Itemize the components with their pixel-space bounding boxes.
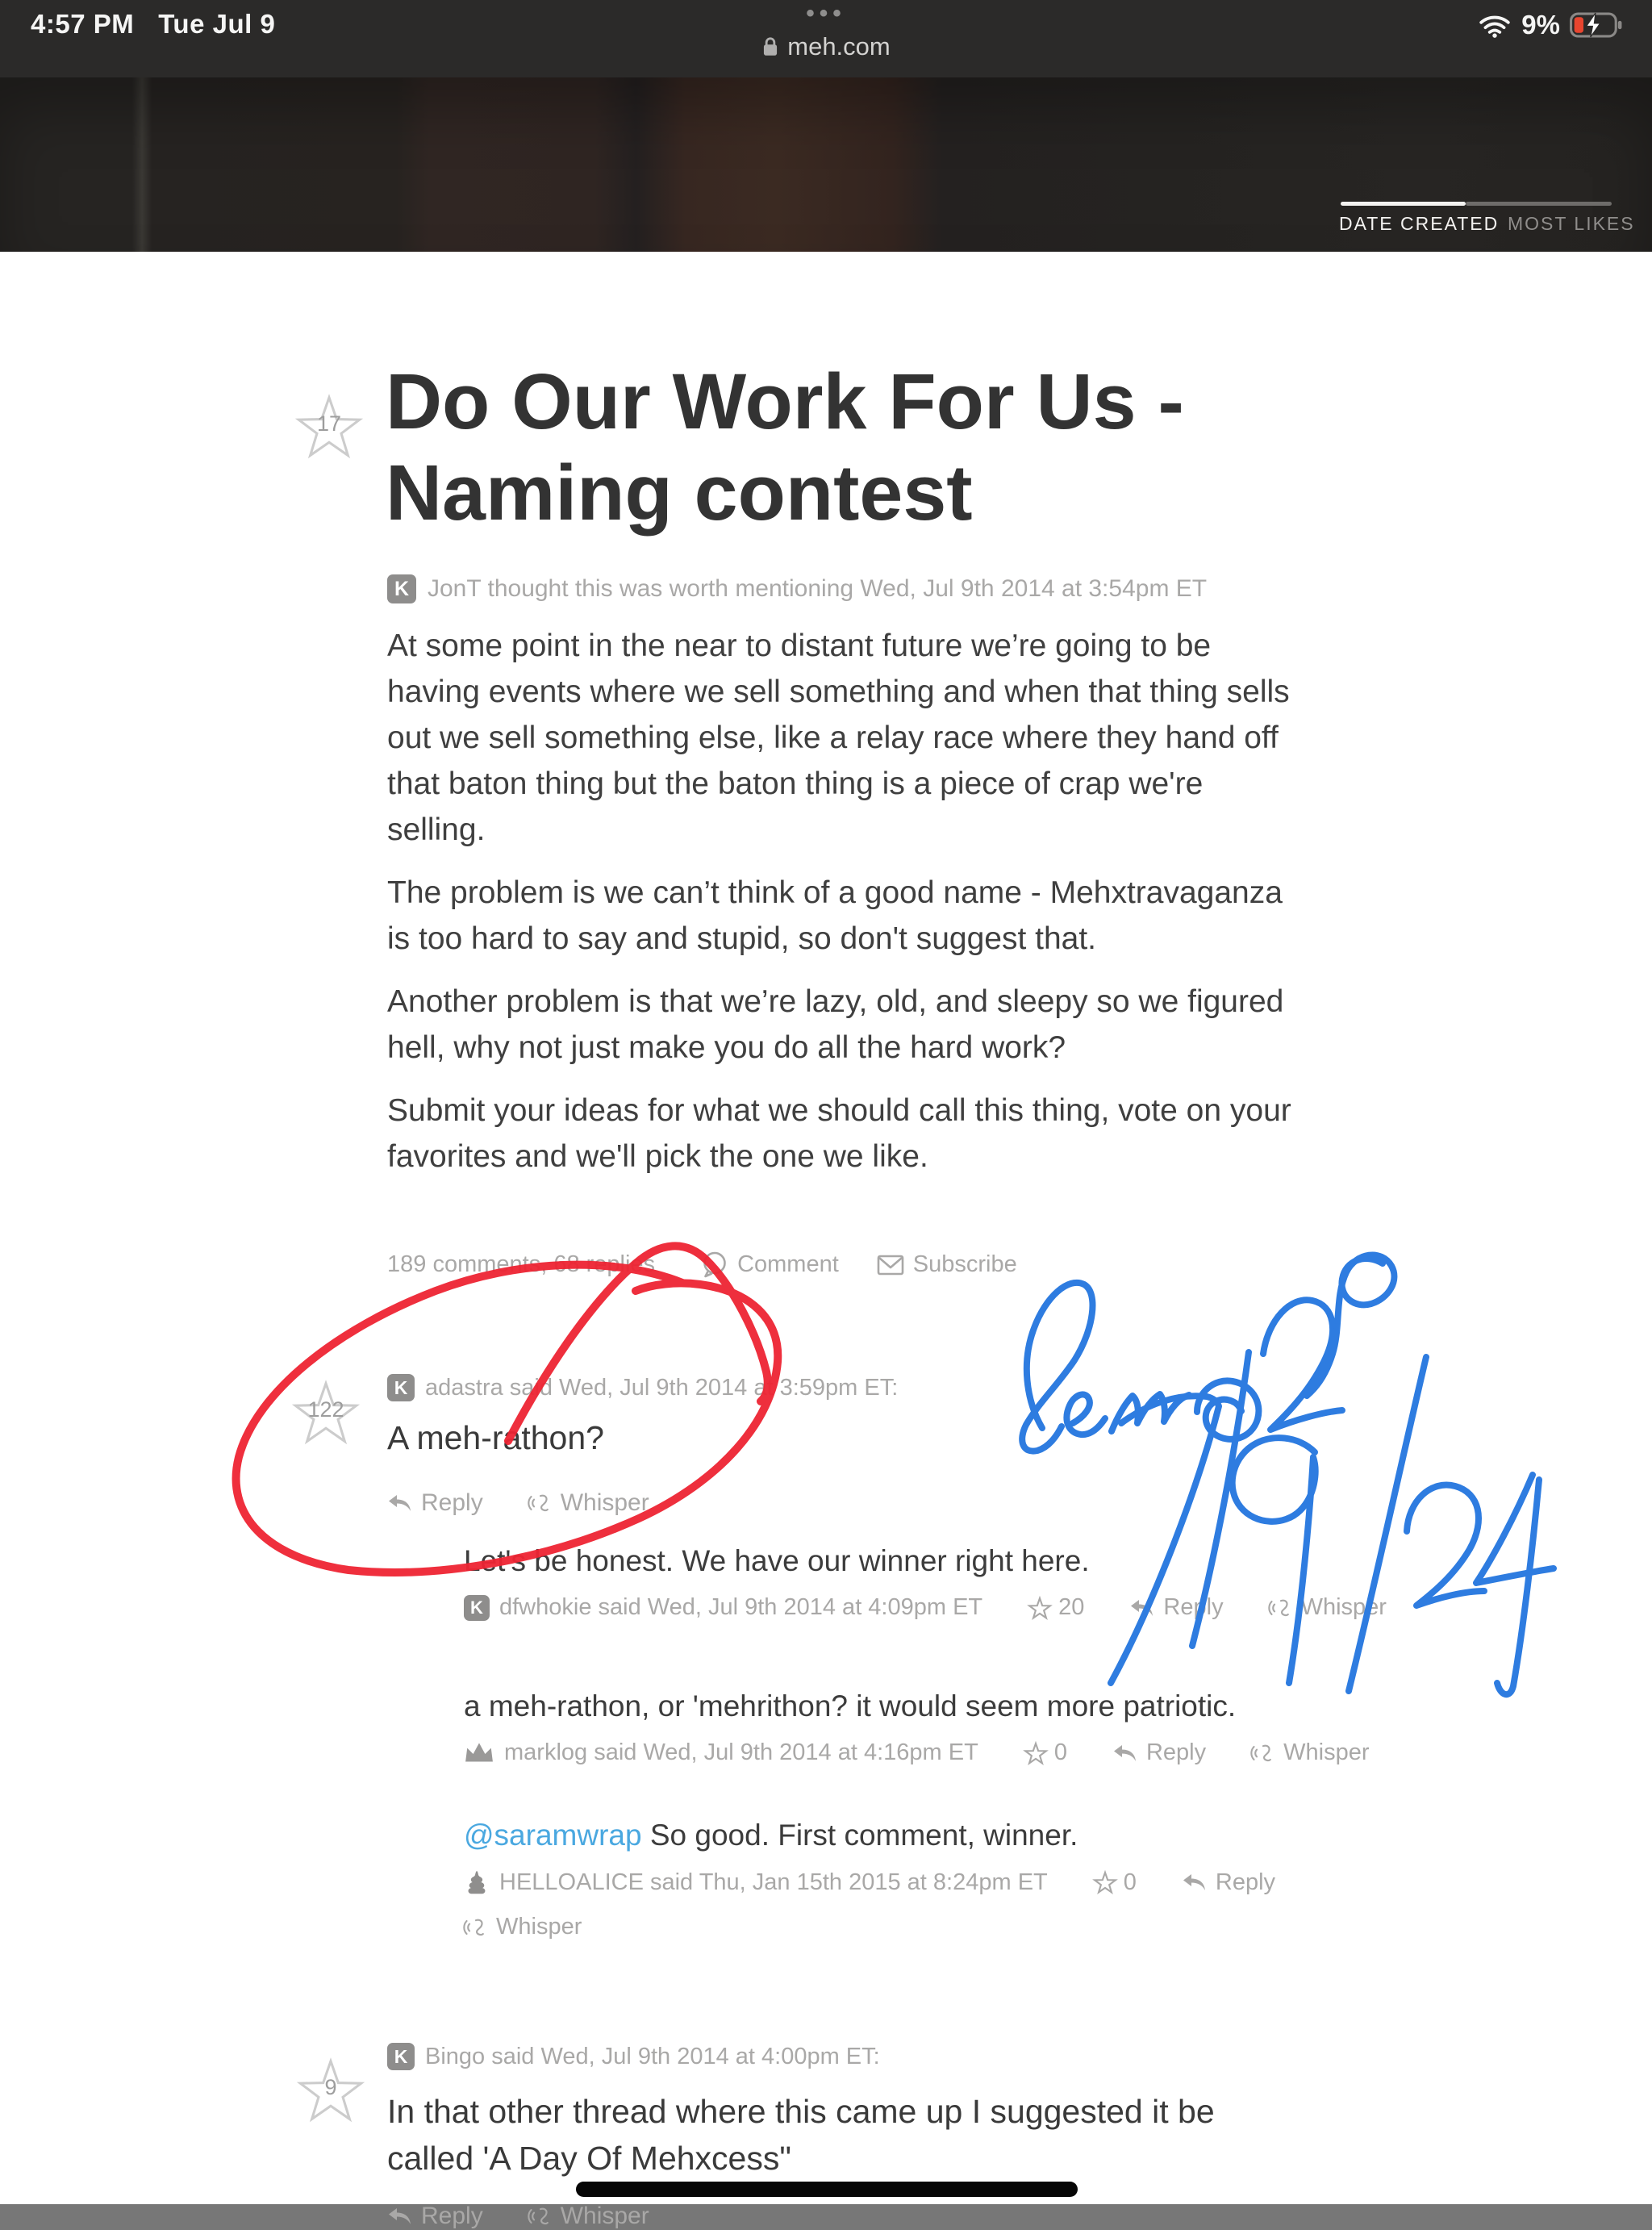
reply-button[interactable] [387, 2203, 483, 2230]
comment-vote-count: 9 [324, 2075, 337, 2100]
comment-vote-star[interactable] [290, 1376, 361, 1447]
comment-body: In that other thread where this came up I suggested it be called 'A Day Of Mehxcess" [387, 2093, 1215, 2177]
user-mention-link[interactable]: @saramwrap [464, 1819, 642, 1852]
header-image [0, 77, 1652, 252]
wifi-icon [1478, 12, 1512, 38]
whisper-label: Whisper [496, 1914, 582, 1940]
status-date: Tue Jul 9 [158, 9, 276, 39]
whisper-button[interactable] [1269, 1594, 1387, 1621]
reply-byline-text: HELLOALICE said Thu, Jan 15th 2015 at 8:24pm ET [499, 1869, 1048, 1895]
poop-icon [464, 1869, 490, 1896]
comment-byline [387, 2043, 1258, 2070]
whisper-icon [464, 1915, 488, 1940]
post-paragraph: The problem is we can’t think of a good name - Mehxtravaganza is too hard to say and stupid, so don't suggest that. [387, 875, 1283, 956]
staff-k-badge-icon: K [387, 1374, 415, 1401]
comment-body: A meh-rathon? [387, 1419, 604, 1456]
whisper-icon [1269, 1595, 1293, 1621]
whisper-label: Whisper [560, 2203, 649, 2229]
post-paragraph: Submit your ideas for what we should call this thing, vote on your favorites and we'll pick the one we like. [387, 1093, 1291, 1174]
reply-button[interactable] [1129, 1594, 1223, 1621]
reply-byline [464, 1594, 982, 1621]
star-icon [1028, 1596, 1052, 1620]
reply-label: Reply [1145, 1739, 1207, 1765]
post-body [387, 623, 1292, 1196]
comments-stats-row [387, 1250, 1054, 1279]
status-time: 4:57 PM [31, 9, 135, 39]
reply-byline [464, 1739, 978, 1766]
reply-helloalice [464, 1819, 1275, 1940]
comment-bubble-icon [700, 1250, 729, 1279]
staff-k-badge-icon: K [464, 1595, 490, 1621]
reply-arrow-icon [1182, 1872, 1208, 1893]
reply-body: a meh-rathon, or 'mehrithon? it would seem more patriotic. [464, 1689, 1237, 1723]
subscribe-button[interactable] [876, 1251, 1017, 1278]
browser-menu-dots-icon[interactable]: ••• [806, 0, 846, 27]
whisper-button[interactable] [528, 2203, 649, 2230]
post-paragraph: Another problem is that we’re lazy, old, and sleepy so we figured hell, why not just make you do all the hard work? [387, 984, 1284, 1065]
post-vote-star[interactable] [294, 390, 365, 461]
comment-vote-star[interactable] [295, 2054, 366, 2125]
envelope-icon [876, 1251, 905, 1278]
reply-byline-text: dfwhokie said Wed, Jul 9th 2014 at 4:09pm ET [499, 1594, 983, 1620]
reply-body-text: So good. First comment, winner. [641, 1819, 1078, 1852]
crown-icon [464, 1741, 494, 1765]
star-count: 0 [1053, 1739, 1067, 1765]
whisper-button[interactable] [464, 1914, 1275, 1940]
reply-button[interactable] [1182, 1869, 1275, 1896]
whisper-button[interactable] [528, 1489, 649, 1517]
tab-underline-active [1341, 202, 1466, 206]
page-title: Do Our Work For Us - Naming contest [386, 357, 1184, 537]
comment-actions [387, 1489, 898, 1517]
tab-date-created[interactable]: DATE CREATED [1339, 213, 1500, 234]
comments-count: 189 comments, 68 replies [387, 1251, 656, 1277]
comment-actions [387, 2203, 1258, 2230]
reply-label: Reply [1215, 1869, 1276, 1895]
reply-dfwhokie [464, 1544, 1387, 1621]
reply-button[interactable] [1112, 1739, 1206, 1766]
status-indicators [1478, 10, 1623, 40]
whisper-icon [528, 2203, 553, 2229]
battery-percent: 9% [1521, 10, 1560, 40]
subscribe-button-label: Subscribe [912, 1251, 1017, 1277]
post-byline-text: JonT thought this was worth mentioning Wed, Jul 9th 2014 at 3:54pm ET [428, 575, 1208, 602]
star-vote-button[interactable] [1093, 1869, 1137, 1896]
whisper-button[interactable] [1251, 1739, 1369, 1766]
status-bar [0, 0, 1652, 77]
staff-k-badge-icon: K [387, 574, 416, 603]
tab-most-likes[interactable]: MOST LIKES [1508, 213, 1635, 234]
blue-ink-handwriting [1022, 1255, 1554, 1694]
lock-icon [761, 35, 779, 58]
home-indicator[interactable] [576, 2182, 1078, 2197]
reply-arrow-icon [1112, 1743, 1138, 1764]
post-paragraph: At some point in the near to distant future we’re going to be having events where we sell something and when that thing sells out we sell something else, like a relay race where they hand off that baton thing but the baton thing is a piece of crap we're selling. [387, 628, 1290, 847]
whisper-label: Whisper [560, 1489, 649, 1516]
reply-arrow-icon [387, 2206, 413, 2227]
comment-bingo [387, 2043, 1258, 2230]
tab-underline-inactive [1466, 202, 1612, 206]
reply-body [464, 1819, 1275, 1852]
reply-button[interactable] [387, 1489, 483, 1517]
comment-button[interactable] [700, 1250, 839, 1279]
star-icon [1093, 1870, 1117, 1894]
star-icon [1024, 1741, 1048, 1765]
reply-label: Reply [1163, 1594, 1224, 1620]
whisper-icon [1251, 1740, 1275, 1766]
comment-adastra [387, 1374, 898, 1517]
reply-meta [464, 1594, 1387, 1621]
star-vote-button[interactable] [1028, 1594, 1084, 1621]
comment-vote-count: 122 [307, 1397, 344, 1422]
whisper-label: Whisper [1283, 1739, 1370, 1765]
whisper-icon [528, 1490, 553, 1516]
star-vote-button[interactable] [1024, 1739, 1067, 1766]
star-count: 0 [1123, 1869, 1137, 1895]
comment-byline-text: adastra said Wed, Jul 9th 2014 at 3:59pm ET: [425, 1374, 899, 1401]
reply-label: Reply [421, 1489, 483, 1516]
whisper-label: Whisper [1300, 1594, 1387, 1620]
reply-label: Reply [421, 2203, 483, 2229]
reply-byline [464, 1869, 1048, 1896]
comment-byline [387, 1374, 898, 1401]
reply-body: Let's be honest. We have our winner right here. [464, 1544, 1090, 1577]
battery-charging-icon [1570, 12, 1623, 38]
reply-arrow-icon [1129, 1597, 1155, 1618]
star-count: 20 [1058, 1594, 1085, 1620]
comment-byline-text: Bingo said Wed, Jul 9th 2014 at 4:00pm ET: [425, 2043, 880, 2069]
reply-byline-text: marklog said Wed, Jul 9th 2014 at 4:16pm ET [504, 1739, 978, 1765]
reply-marklog [464, 1689, 1370, 1766]
comment-button-label: Comment [737, 1251, 839, 1277]
reply-meta [464, 1739, 1370, 1766]
address-bar[interactable] [0, 32, 1652, 61]
post-byline [387, 574, 1207, 603]
post-vote-count: 17 [316, 411, 342, 436]
reply-arrow-icon [387, 1493, 413, 1514]
reply-meta [464, 1869, 1275, 1896]
url-text: meh.com [787, 32, 891, 61]
staff-k-badge-icon: K [387, 2043, 415, 2070]
